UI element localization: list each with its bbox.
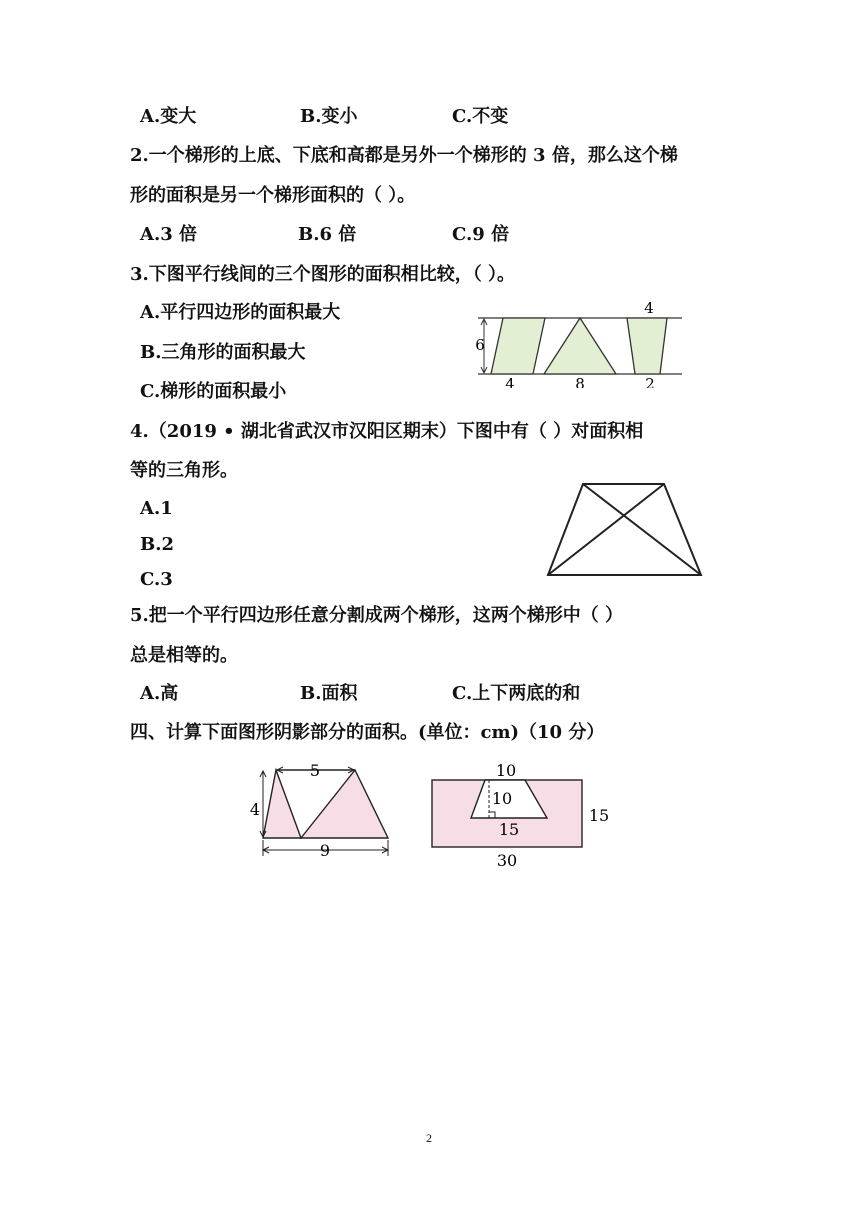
shaded-triangle-right <box>301 770 388 838</box>
section4-figure-2 <box>425 760 625 870</box>
q4-option-a: A.1 <box>140 498 173 519</box>
fig2-inner-top-label: 10 <box>495 761 517 780</box>
shaded-triangle-left <box>263 770 301 838</box>
q4-trapezoid-figure <box>540 478 710 580</box>
tri-base-label: 8 <box>575 375 585 388</box>
q2-stem-line1: 2.一个梯形的上底、下底和高都是另外一个梯形的 3 倍，那么这个梯 <box>130 145 678 166</box>
parallelogram-shape <box>491 318 545 374</box>
section4-figure-1 <box>245 760 400 860</box>
q3-parallel-lines-figure <box>470 296 690 388</box>
q2-stem-line2: 形的面积是另一个梯形面积的（ ）。 <box>130 185 416 206</box>
fig2-inner-bottom-label: 15 <box>498 820 520 839</box>
fig2-rect-height-label: 15 <box>588 806 610 825</box>
q2-option-b: B.6 倍 <box>298 224 357 245</box>
q5-option-b: B.面积 <box>300 683 358 704</box>
q4-option-b: B.2 <box>140 534 175 555</box>
q4-option-c: C.3 <box>140 569 173 590</box>
page-number: 2 <box>426 1131 432 1145</box>
trapezoid-outline <box>548 484 701 575</box>
q3-option-a: A.平行四边形的面积最大 <box>140 302 341 323</box>
q5-stem-line2: 总是相等的。 <box>130 645 238 666</box>
trapezoid-shape <box>627 318 667 374</box>
q3-option-c: C.梯形的面积最小 <box>140 381 287 402</box>
para-base-label: 4 <box>505 375 515 388</box>
q4-stem-line1: 4.（2019 • 湖北省武汉市汉阳区期末）下图中有（ ）对面积相 <box>130 421 644 442</box>
fig1-bottom-label: 9 <box>319 841 331 860</box>
triangle-shape <box>544 318 616 374</box>
fig2-rect-width-label: 30 <box>496 851 518 870</box>
trap-bottom-label: 2 <box>645 375 655 388</box>
q5-option-c: C.上下两底的和 <box>452 683 581 704</box>
q5-stem-line1: 5.把一个平行四边形任意分割成两个梯形，这两个梯形中（ ） <box>130 605 624 626</box>
q1-option-a: A.变大 <box>140 106 197 127</box>
height-label: 6 <box>475 336 485 354</box>
section4-title: 四、计算下面图形阴影部分的面积。(单位：cm)（10 分） <box>130 722 605 743</box>
fig1-height-label: 4 <box>249 800 261 819</box>
q4-stem-line2: 等的三角形。 <box>130 460 238 481</box>
q1-option-c: C.不变 <box>452 106 509 127</box>
fig1-top-label: 5 <box>309 761 321 780</box>
q2-option-a: A.3 倍 <box>140 224 198 245</box>
q3-option-b: B.三角形的面积最大 <box>140 342 306 363</box>
fig2-inner-height-label: 10 <box>491 789 513 808</box>
q5-option-a: A.高 <box>140 683 179 704</box>
q2-option-c: C.9 倍 <box>452 224 510 245</box>
trap-top-label: 4 <box>644 299 654 317</box>
q1-option-b: B.变小 <box>300 106 358 127</box>
q3-stem: 3.下图平行线间的三个图形的面积相比较，（ ）。 <box>130 264 516 285</box>
